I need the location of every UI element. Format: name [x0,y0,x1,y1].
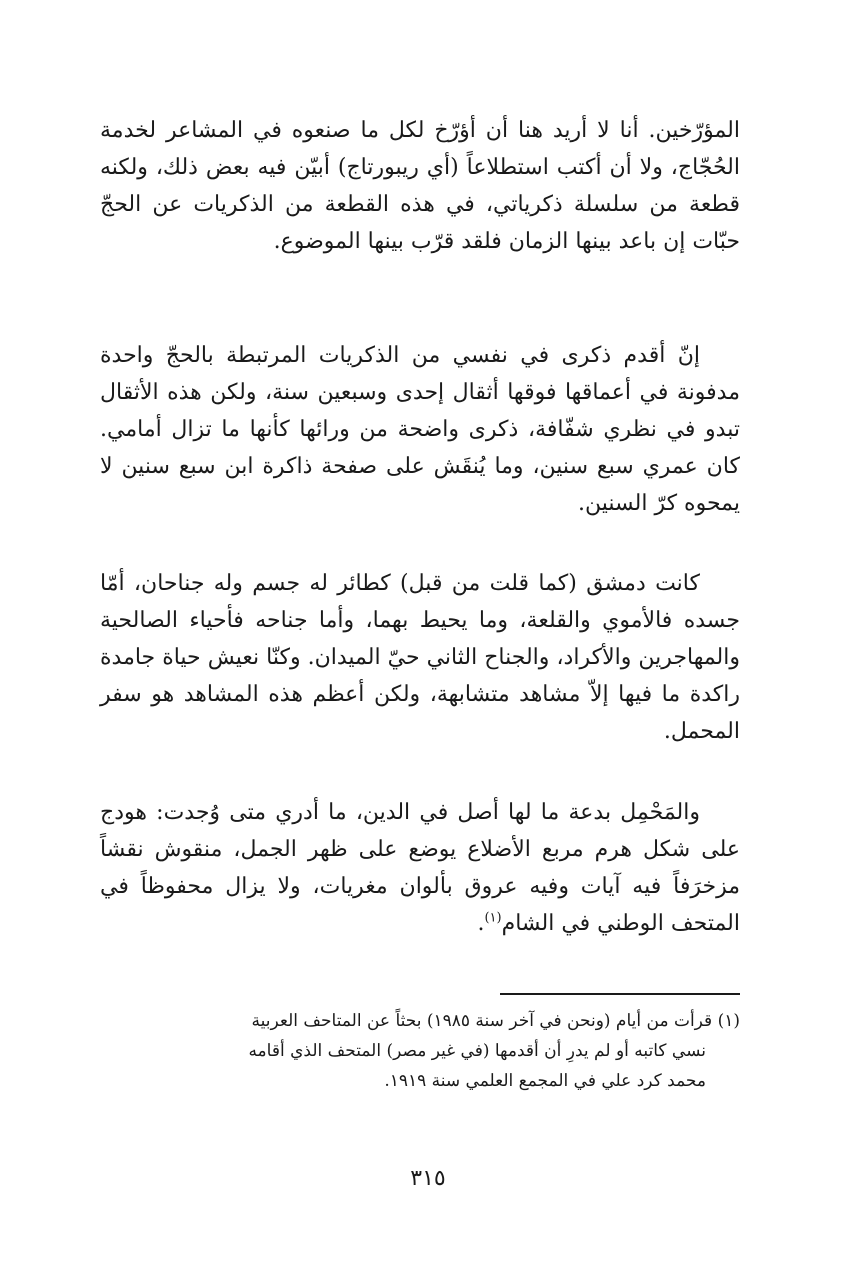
footnote-reference: (١) [484,910,502,926]
footnote-divider [500,993,740,995]
page-number: ٣١٥ [410,1166,446,1191]
paragraph-1: المؤرّخين. أنا لا أريد هنا أن أؤرّخ لكل ما صنعوه في المشاعر لخدمة الحُجّاج، ولا أن أكتب استطلاعاً (أي ريبورتاج) أبيّن فيه بعض ذلك، ولكنه قطعة من سلسلة ذكرياتي، في هذه القطعة من الذكريات عن الحجّ حبّات إن باعد بينها الزمان فلقد قرّب بينها الموضوع. [100,118,740,254]
footnote [100,1006,740,1096]
paragraph-4-end: . [477,911,485,936]
footnote-line-2: نسي كاتبه أو لم يدرِ أن أقدمها (في غير مصر) المتحف الذي أقامه [248,1041,706,1061]
paragraph-2: إنّ أقدم ذكرى في نفسي من الذكريات المرتبطة بالحجّ واحدة مدفونة في أعماقها فوقها أثقال إحدى وسبعين سنة، ولكن هذه الأثقال تبدو في نظري شفّافة، ذكرى واضحة من ورائها كأنها ما تزال أمامي. كان عمري سبع سنين، وما يُنقَش على صفحة ذاكرة ابن سبع سنين لا يمحوه كرّ السنين. [100,343,740,516]
footnote-line-3: محمد كرد علي في المجمع العلمي سنة ١٩١٩. [384,1071,706,1091]
footnote-line-1: (١) قرأت من أيام (ونحن في آخر سنة ١٩٨٥) بحثاً عن المتاحف العربية [251,1011,740,1031]
paragraph-4 [100,794,740,942]
paragraph-3: كانت دمشق (كما قلت من قبل) كطائر له جسم وله جناحان، أمّا جسده فالأموي والقلعة، وما يحيط بهما، وأما جناحه فأحياء الصالحية والمهاجرين والأكراد، والجناح الثاني حيّ الميدان. وكنّا نعيش حياة جامدة راكدة ما فيها إلاّ مشاهد متشابهة، ولكن أعظم هذه المشاهد هو سفر المحمل. [100,571,740,744]
paragraph-4-text: والمَحْمِل بدعة ما لها أصل في الدين، ما أدري متى وُجدت: هودج على شكل هرم مربع الأضلاع يوضع على ظهر الجمل، منقوش نقشاً مزخرَفاً فيه آيات وفيه عروق بألوان مغريات، ولا يزال محفوظاً في المتحف الوطني في الشام [100,800,740,936]
